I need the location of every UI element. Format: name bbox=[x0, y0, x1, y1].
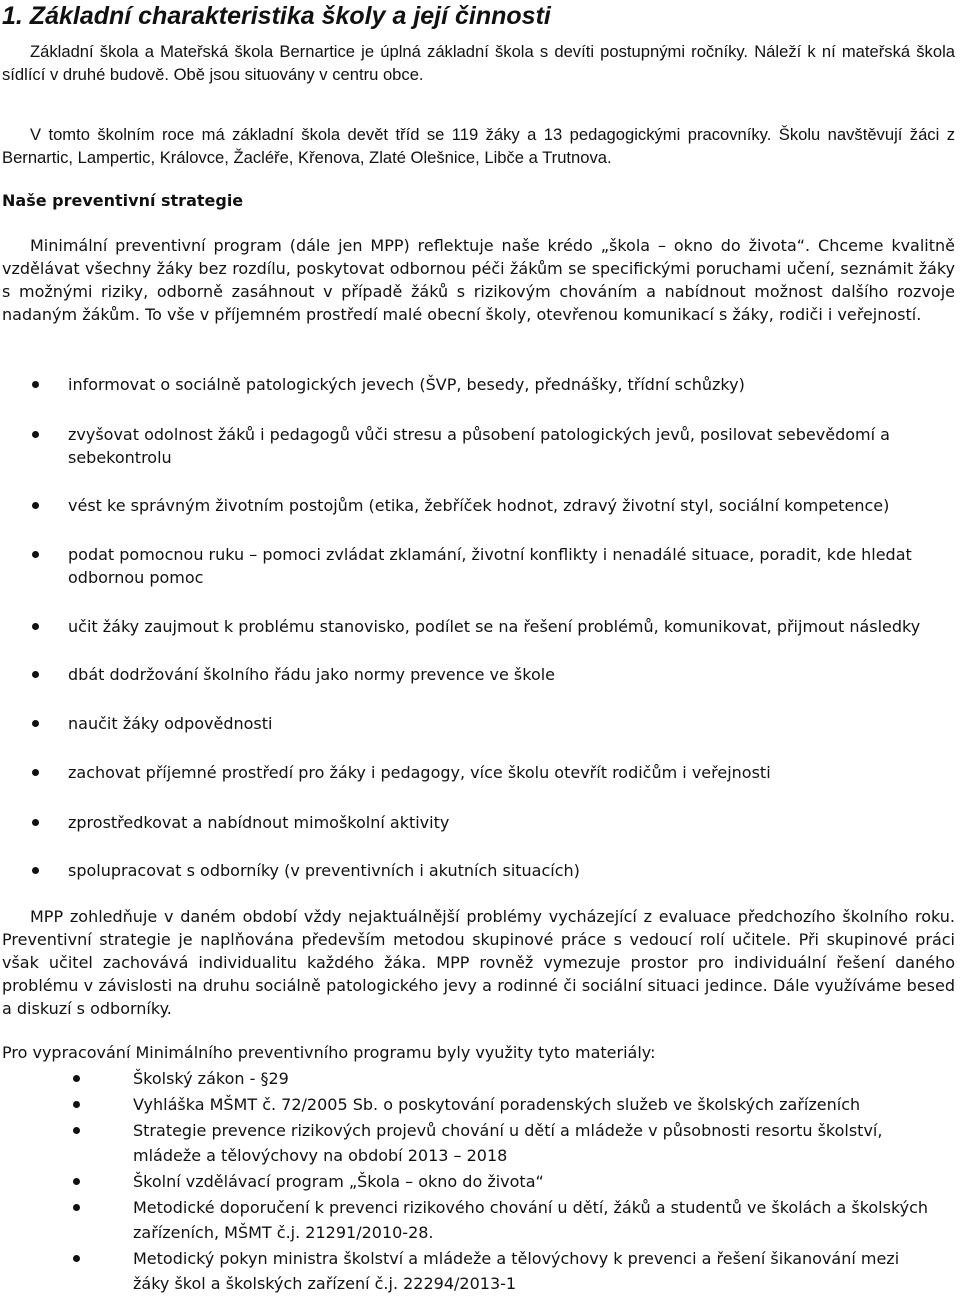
bullet-icon bbox=[73, 1127, 80, 1134]
list-item: naučit žáky odpovědnosti bbox=[68, 712, 928, 735]
bullet-icon bbox=[32, 819, 39, 826]
bullet-icon bbox=[32, 381, 39, 388]
list-item: zachovat příjemné prostředí pro žáky i pedagogy, více školu otevřít rodičům i veřejnosti bbox=[68, 761, 928, 784]
bullet-icon bbox=[73, 1204, 80, 1211]
list-item: spolupracovat s odborníky (v preventivních i akutních situacích) bbox=[68, 859, 928, 882]
bullet-icon bbox=[73, 1101, 80, 1108]
bullet-icon bbox=[73, 1255, 80, 1262]
list-item: vést ke správným životním postojům (etika, žebříček hodnot, zdravý životní styl, sociální kompetence) bbox=[68, 494, 928, 517]
strategy-paragraph: Minimální preventivní program (dále jen MPP) reflektuje naše krédo „škola – okno do života“. Chceme kvalitně vzdělávat všechny žáky bez rozdílu, poskytovat odbornou péči žákům se specifickými poruchami učení, seznámit žáky s možnými riziky, odborně zasáhnout v případě žáků s rizikovým chováním a nabídnout možnost dalšího rozvoje nadaným žákům. To vše v příjemném prostředí malé obecní školy, otevřenou komunikací s žáky, rodiči i veřejností. bbox=[2, 236, 955, 324]
list-item: informovat o sociálně patologických jevech (ŠVP, besedy, přednášky, třídní schůzky) bbox=[68, 373, 928, 396]
bullet-icon bbox=[73, 1075, 80, 1082]
bullet-icon bbox=[32, 867, 39, 874]
list-item: Metodický pokyn ministra školství a mládeže a tělovýchovy k prevenci a řešení šikanování mezi žáky škol a školských zařízení č.j. 22294/2013-1 bbox=[133, 1246, 933, 1296]
bullet-icon bbox=[32, 431, 39, 438]
list-item: Školní vzdělávací program „Škola – okno do života“ bbox=[133, 1169, 933, 1194]
intro-paragraph-1: Základní škola a Mateřská škola Bernartice je úplná základní škola s devíti postupnými ročníky. Náleží k ní mateřská škola sídlící v druhé budově. Obě jsou situovány v centru obce. bbox=[2, 42, 955, 84]
bullet-icon bbox=[73, 1178, 80, 1185]
page-title: 1. Základní charakteristika školy a její činnosti bbox=[2, 2, 551, 30]
bullet-icon bbox=[32, 502, 39, 509]
list-item: zvyšovat odolnost žáků i pedagogů vůči stresu a působení patologických jevů, posilovat sebevědomí a sebekontrolu bbox=[68, 423, 928, 469]
bullet-icon bbox=[32, 720, 39, 727]
list-item: Strategie prevence rizikových projevů chování u dětí a mládeže v působnosti resortu školství, mládeže a tělovýchovy na období 2013 – 2018 bbox=[133, 1118, 933, 1168]
list-item: podat pomocnou ruku – pomoci zvládat zklamání, životní konflikty i nenadálé situace, poradit, kde hledat odbornou pomoc bbox=[68, 543, 928, 589]
bullet-icon bbox=[32, 769, 39, 776]
list-item: Vyhláška MŠMT č. 72/2005 Sb. o poskytování poradenských služeb ve školských zařízeních bbox=[133, 1092, 933, 1117]
bullet-icon bbox=[32, 671, 39, 678]
bullet-icon bbox=[32, 623, 39, 630]
list-item: dbát dodržování školního řádu jako normy prevence ve škole bbox=[68, 663, 928, 686]
section-heading: Naše preventivní strategie bbox=[2, 191, 244, 210]
list-item: učit žáky zaujmout k problému stanovisko, podílet se na řešení problémů, komunikovat, přijmout následky bbox=[68, 615, 928, 638]
intro-paragraph-2: V tomto školním roce má základní škola devět tříd se 119 žáky a 13 pedagogickými pracovníky. Školu navštěvují žáci z Bernartic, Lampertic, Královce, Žacléře, Křenova, Zlaté Olešnice, Libče a Trutnova. bbox=[2, 125, 955, 167]
mpp-paragraph: MPP zohledňuje v daném období vždy nejaktuálnější problémy vycházející z evaluace předchozího školního roku. Preventivní strategie je naplňována především metodou skupinové práce s vedoucí rolí učitele. Při skupinové práci však učitel zachovává individualitu každého žáka. MPP rovněž vymezuje prostor pro individuální řešení daného problému v závislosti na druhu sociálně patologického jevy a rodinné či sociální situaci jedince. Dále využíváme besed a diskuzí s odborníky. bbox=[2, 907, 955, 1018]
materials-intro: Pro vypracování Minimálního preventivního programu byly využity tyto materiály: bbox=[2, 1043, 656, 1062]
list-item: zprostředkovat a nabídnout mimoškolní aktivity bbox=[68, 811, 928, 834]
bullet-icon bbox=[32, 551, 39, 558]
list-item: Metodické doporučení k prevenci rizikového chování u dětí, žáků a studentů ve školách a školských zařízeních, MŠMT č.j. 21291/2010-28. bbox=[133, 1195, 933, 1245]
list-item: Školský zákon - §29 bbox=[133, 1066, 933, 1091]
